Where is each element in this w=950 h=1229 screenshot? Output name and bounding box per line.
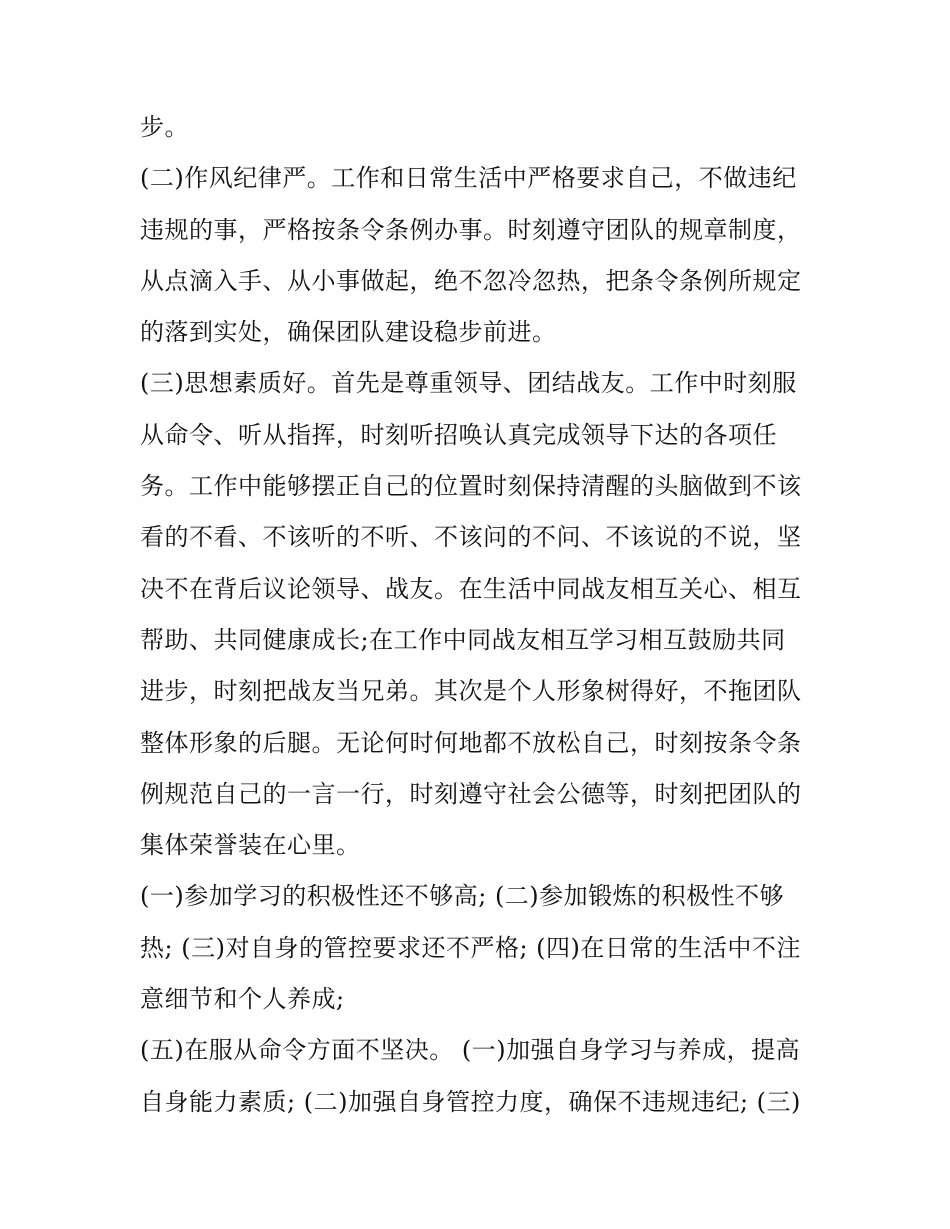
text-line: 例规范自己的一言一行，时刻遵守社会公德等，时刻把团队的 xyxy=(140,779,802,808)
text-line: 务。工作中能够摆正自己的位置时刻保持清醒的头脑做到不该 xyxy=(140,472,802,501)
text-line: 违规的事，严格按条令条例办事。时刻遵守团队的规章制度， xyxy=(140,215,802,244)
text-line: 的落到实处，确保团队建设稳步前进。 xyxy=(140,318,557,347)
text-line: 步。 xyxy=(140,113,189,141)
text-line: 看的不看、不该听的不听、不该问的不问、不该说的不说，坚 xyxy=(140,523,802,552)
text-line: 自身能力素质; (二)加强自身管控力度，确保不违规违纪; (三) xyxy=(140,1087,801,1116)
text-line: 决不在背后议论领导、战友。在生活中同战友相互关心、相互 xyxy=(140,574,802,603)
text-line: (三)思想素质好。首先是尊重领导、团结战友。工作中时刻服 xyxy=(140,369,797,398)
document-body xyxy=(140,102,820,1128)
text-line: 集体荣誉装在心里。 xyxy=(140,831,361,860)
text-line: (二)作风纪律严。工作和日常生活中严格要求自己，不做违纪 xyxy=(140,164,797,193)
text-line: (五)在服从命令方面不坚决。 (一)加强自身学习与养成，提高 xyxy=(140,1036,801,1065)
text-line: (一)参加学习的积极性还不够高; (二)参加锻炼的积极性不够 xyxy=(140,882,785,911)
text-line: 从点滴入手、从小事做起，绝不忽冷忽热，把条令条例所规定 xyxy=(140,266,802,295)
text-line: 整体形象的后腿。无论何时何地都不放松自己，时刻按条令条 xyxy=(140,728,802,757)
text-line: 从命令、听从指挥，时刻听招唤认真完成领导下达的各项任 xyxy=(140,420,777,449)
text-line: 帮助、共同健康成长;在工作中同战友相互学习相互鼓励共同 xyxy=(140,625,786,654)
text-line: 进步，时刻把战友当兄弟。其次是个人形象树得好，不拖团队 xyxy=(140,677,802,706)
text-line: 热; (三)对自身的管控要求还不严格; (四)在日常的生活中不注 xyxy=(140,933,801,962)
text-line: 意细节和个人养成; xyxy=(140,985,345,1014)
